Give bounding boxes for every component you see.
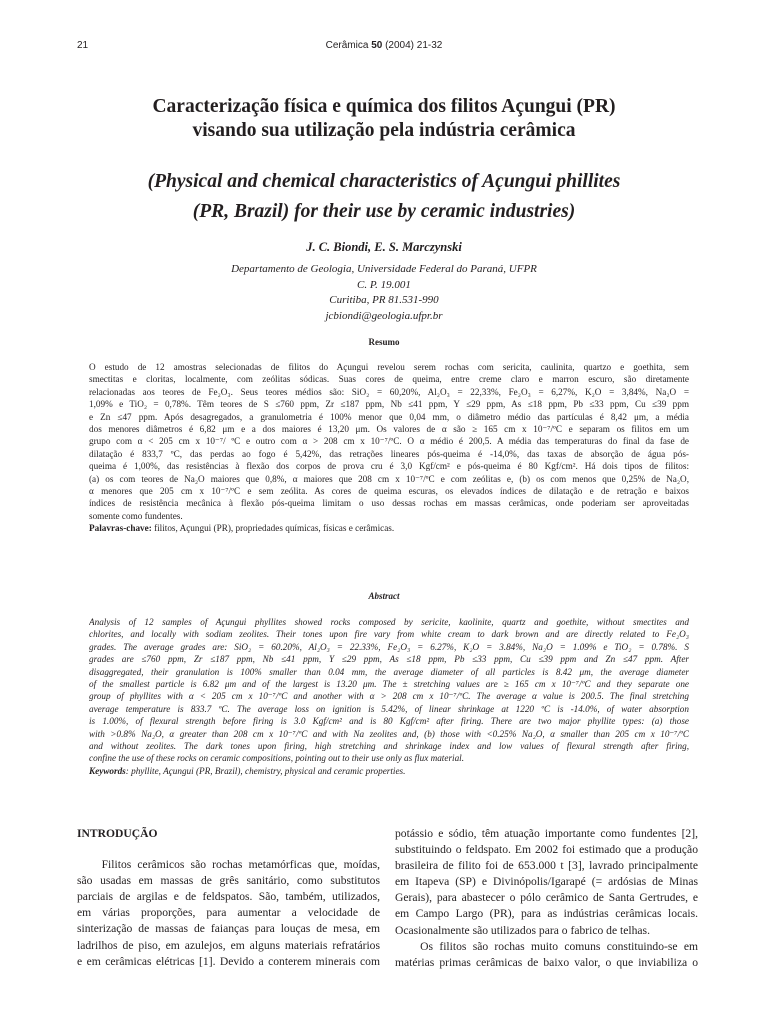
resumo-line: e Zn ≤47 ppm. Após desagregados, a granulometria é 100% menor que 0,04 mm, o diâmetro médio das partículas é 8,42 μm, a média xyxy=(89,411,689,422)
email[interactable]: jcbiondi@geologia.ufpr.br xyxy=(325,309,443,322)
keywords-label-pt: Palavras-chave: xyxy=(89,523,152,534)
intro-right-column xyxy=(395,826,698,971)
resumo-heading: Resumo xyxy=(368,337,400,347)
running-head xyxy=(0,40,768,54)
title-english xyxy=(80,167,688,227)
body-line: sinterização de massas de faianças para louças de mesa, em xyxy=(77,922,380,936)
journal-suffix: (2004) 21-32 xyxy=(382,40,443,51)
journal-citation xyxy=(0,40,768,51)
body-line: Gerais), para abastecer o pólo cerâmico de Santa Gertrudes, e xyxy=(395,891,698,905)
section-heading-introducao: INTRODUÇÃO xyxy=(77,827,158,840)
abstract-line: disaggregated, their granulation is 100% smaller than 0.04 mm, the average diameter of all particles is 8.42 μm, the average diameter xyxy=(89,666,689,677)
abstract-line: grades are ≤760 ppm, Zr ≤187 ppm, Nb ≤41 ppm, Y ≤29 ppm, As ≤18 ppm, Pb ≤33 ppm, Cu ≤39 ppm and Zn ≤47 ppm. After xyxy=(89,654,689,665)
body-line: ladrilhos de piso, em azulejos, em alguns materiais refratários xyxy=(77,938,380,952)
resumo-line: queima é 1,00%, das resistências à flexão dos corpos de prova cru é 3,0 Kgf/cm² e pós-queima é 80 Kgf/cm². Há dois tipos de filitos: xyxy=(89,461,689,472)
resumo-line: dilatação é 833,7 ºC, das perdas ao fogo é 5,42%, das retrações lineares pós-queima é -14,0%, das taxas de absorção de água pós- xyxy=(89,448,689,459)
resumo-line: O estudo de 12 amostras selecionadas de filitos do Açungui revelou serem rochas com sericita, caulinita, quartzo e goethita, sem xyxy=(89,362,689,372)
journal-volume: 50 xyxy=(371,40,383,51)
body-line: e em cerâmicas elétricas [1]. Devido a conterem minerais com xyxy=(77,954,380,968)
keywords-label-en: Keywords xyxy=(89,765,126,776)
body-line: potássio e sódio, têm atuação importante como fundentes [2], xyxy=(395,827,698,840)
resumo-line: 1,09% e TiO₂ = 0,78%. Têm teores de S ≤760 ppm, Zr ≤187 ppm, Nb ≤41 ppm, Y ≤29 ppm, As ≤18 ppm, Pb ≤33 ppm, Cu ≤39 ppm xyxy=(89,399,689,410)
body-line: parciais de argilas e de feldspatos. São, também, utilizados, xyxy=(77,890,380,904)
body-line: Os filitos são rochas muito comuns constituindo-se em xyxy=(395,939,698,953)
body-line: em várias proporções, para aumentar a velocidade de xyxy=(77,906,380,920)
title-pt-line: visando sua utilização pela indústria cerâmica xyxy=(192,120,576,141)
authors: J. C. Biondi, E. S. Marczynski xyxy=(306,240,462,254)
affiliation-line: Curitiba, PR 81.531-990 xyxy=(329,294,439,306)
body-line: brasileira de filito foi de 653.000 t [3], lavrado principalmente xyxy=(395,859,698,873)
keywords-en: : phyllite, Açungui (PR, Brazil), chemistry, physical and ceramic properties. xyxy=(125,765,406,776)
intro-left-column xyxy=(77,826,380,970)
resumo-line: (a) os com teores de Na₂O maiores que 0,8%, α maiores que 208 cm x 10⁻⁷/ºC e com zeólitas e, (b) os com menos que 0,25% de Na₂O, xyxy=(89,473,689,484)
abstract-line: is 1.00%, of flexural strength before firing is 3.0 Kgf/cm² and is 80 Kgf/cm² after firing. There are two major phyllite types: (a) those xyxy=(89,716,689,727)
resumo-line: somente como fundentes. xyxy=(89,510,183,521)
resumo-line: α menores que 205 cm x 10⁻⁷/ºC e sem zeólita. As cores de queima escuras, os elevados índices de dilatação e de retração e baixos xyxy=(89,486,689,497)
affiliation xyxy=(0,262,768,324)
abstract-line: of the smallest particle is 6.82 μm and of the largest is 13.20 μm. The ± stretching values are ≥ 165 cm x 10⁻⁷/ºC and they separate one xyxy=(89,679,689,690)
abstract-line: group of phyllites with α < 205 cm x 10⁻⁷/ºC and another with α > 208 cm x 10⁻⁷/ºC. The average α value is 200.5. The final stretching xyxy=(89,691,689,702)
resumo-keywords xyxy=(89,522,689,534)
abstract-line: average temperature is 833.7 ºC. The average loss on ignition is 5.42%, of linear shrinkage at 1220 ºC is -14.0%, of water absorption xyxy=(89,703,689,714)
abstract-keywords xyxy=(89,765,689,777)
body-line: em Itapeva (SP) e Divinópolis/Igarapé (= ardósias de Minas xyxy=(395,875,698,889)
body-line: Filitos cerâmicos são rochas metamórficas que, moídas, xyxy=(77,858,380,872)
resumo-line: grupo com α < 205 cm x 10⁻⁷/ ºC e outro com α > 208 cm x 10⁻⁷/ºC. O α médio é 200,5. A média das temperaturas do final da fase de xyxy=(89,436,689,447)
abstract-line: grades. The average grades are: SiO₂ = 60.20%, Al₂O₃ = 22.33%, Fe₂O₃ = 6.27%, K₂O = 3.84%, Na₂O = 1.09% e TiO₂ = 0.78%. S xyxy=(89,641,689,652)
abstract-line: confine the use of these rocks on ceramic compositions, pointing out to their use only as flux material. xyxy=(89,753,465,764)
resumo-line: smectitas e cloritas, localmente, com zeólitas sódicas. Suas cores de queima, entre creme claro e marron escuro, são diretamente xyxy=(89,374,689,385)
abstract-line: and without zeolites. The dark tones upon firing, high stretching and shrinkage index and low values of flexural strength after firing, xyxy=(89,741,689,752)
abstract-line: chlorites, and locally with sodiam zeolites. Their tones upon fire vary from white cream to dark brown and are directly related to Fe₂O₃ xyxy=(89,629,689,640)
resumo-line: relacionadas aos teores de Fe₂O₃. Seus teores médios são: SiO₂ = 60,20%, Al₂O₃ = 22,33%, Fe₂O₃ = 6,27%, K₂O = 3,84%, Na₂O = xyxy=(89,386,689,397)
title-en-line: (PR, Brazil) for their use by ceramic industries) xyxy=(192,201,576,222)
journal-prefix: Cerâmica xyxy=(325,40,372,51)
body-line: Ocasionalmente são utilizados para o fabrico de telhas. xyxy=(395,923,650,937)
keywords-pt: filitos, Açungui (PR), propriedades químicas, físicas e cerâmicas. xyxy=(151,523,395,534)
abstract-line: with >0.8% Na₂O, α greater than 208 cm x 10⁻⁷/ºC and with Na zeolites and, (b) those with <0.25% Na₂O, α smaller than 205 cm x 10⁻⁷/ºC xyxy=(89,728,689,739)
affiliation-line: C. P. 19.001 xyxy=(357,278,411,291)
body-line: matérias primas cerâmicas de baixo valor, o que inviabiliza o xyxy=(395,955,698,969)
affiliation-line: Departamento de Geologia, Universidade Federal do Paraná, UFPR xyxy=(231,263,537,275)
title-pt-line: Caracterização física e química dos filitos Açungui (PR) xyxy=(152,96,616,117)
abstract-heading: Abstract xyxy=(368,591,400,601)
resumo-line: dos menores diâmetros é 6,82 μm e a dos maiores é 13,20 μm. Os valores de α são ≥ 165 cm x 10⁻⁷/ºC e separam os filitos em um xyxy=(89,424,689,435)
resumo-text xyxy=(89,361,689,535)
title-en-line: (Physical and chemical characteristics of Açungui phillites xyxy=(147,171,621,192)
body-line: substituindo o feldspato. Em 2002 foi estimado que a produção xyxy=(395,843,698,857)
page-number: 21 xyxy=(77,40,89,51)
abstract-text xyxy=(89,616,689,777)
resumo-line: índices de resistência mecânica à flexão pós-queima limitam o uso dessas rochas em massas cerâmicas, onde poderiam ser aproveitadas xyxy=(89,498,689,509)
body-line: em Campo Largo (PR), para as indústrias cerâmicas locais. xyxy=(395,907,698,921)
title-portuguese xyxy=(80,95,688,143)
body-line: são usadas em massas de grês sanitário, como substitutos xyxy=(77,874,380,888)
abstract-line: Analysis of 12 samples of Açungui phyllites showed rocks composed by sericite, kaolinite, quartz and goethite, without smectites and xyxy=(89,617,689,627)
